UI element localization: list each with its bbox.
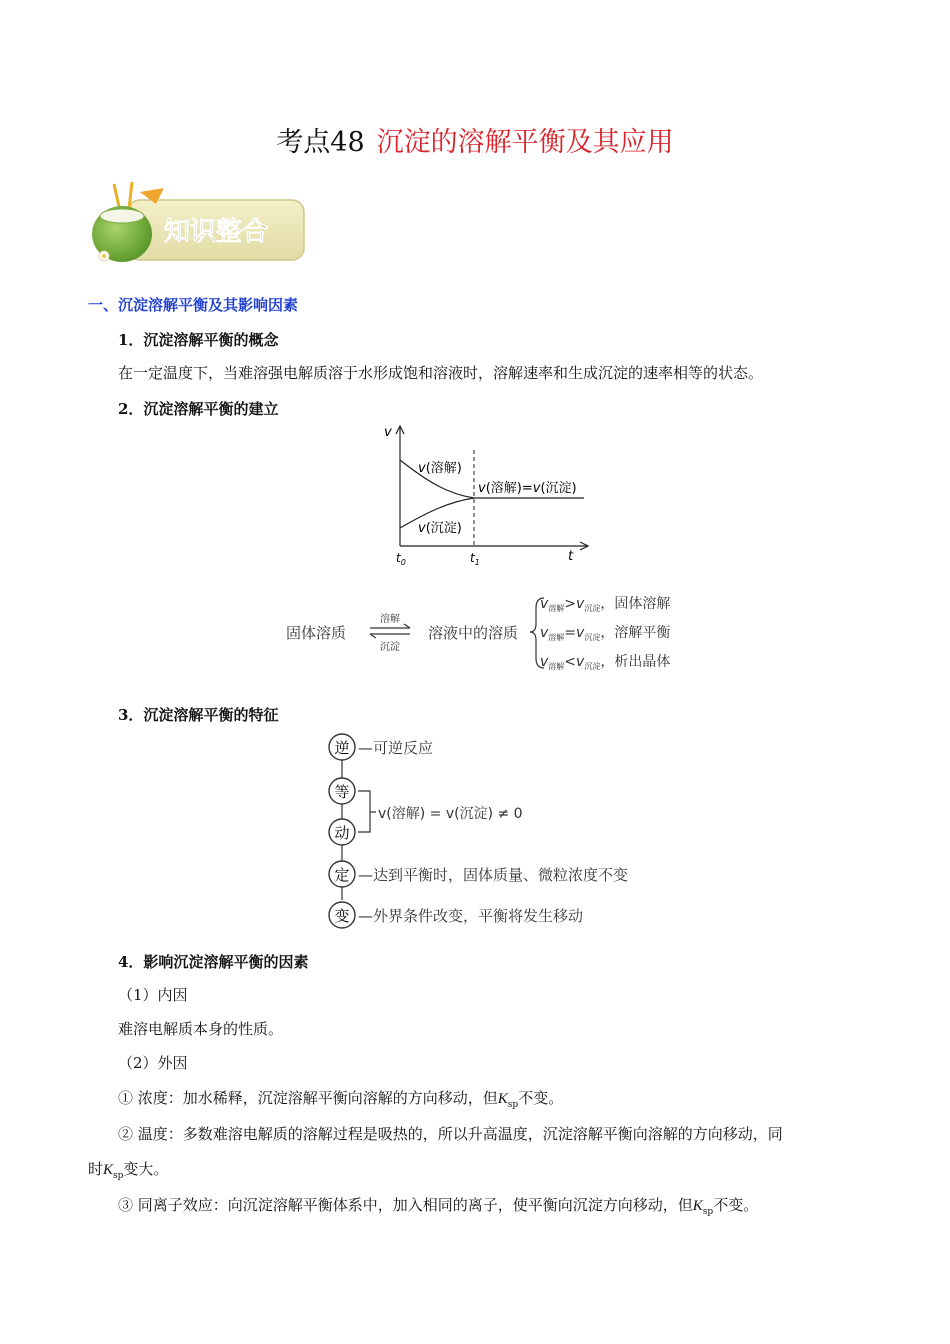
t1-label: $t_1$	[470, 551, 480, 567]
solution-solute-label: 溶液中的溶质	[428, 624, 519, 642]
subsection-2-title: 2．沉淀溶解平衡的建立	[118, 400, 279, 418]
arrow-top-label: 溶解	[380, 614, 400, 625]
feature-change	[329, 902, 583, 928]
title-prefix: 考点48	[276, 127, 365, 158]
section-heading: 一、沉淀溶解平衡及其影响因素	[88, 296, 299, 314]
svg-text:变: 变	[334, 907, 350, 925]
factor-temperature-cont: 时$K_{sp}$变大。	[88, 1160, 169, 1181]
subsection-4-title: 4．影响沉淀溶解平衡的因素	[118, 953, 309, 971]
factor-temperature: ② 温度：多数难溶电解质的溶解过程是吸热的，所以升高温度，沉淀溶解平衡向溶解的方向移动，同	[118, 1125, 783, 1143]
rate-time-graph	[378, 420, 600, 572]
svg-text:逆: 逆	[334, 739, 350, 757]
knowledge-badge	[88, 178, 306, 268]
outer-factor-label: （2）外因	[118, 1054, 188, 1072]
feature-reversible	[329, 734, 433, 760]
svg-text:—可逆反应: —可逆反应	[358, 739, 434, 757]
svg-text:—达到平衡时，固体质量、微粒浓度不变: —达到平衡时，固体质量、微粒浓度不变	[358, 866, 629, 884]
equal-dynamic-bracket	[358, 791, 370, 832]
equilibrium-scheme	[282, 588, 712, 676]
inner-factor-label: （1）内因	[118, 986, 188, 1004]
title-main: 沉淀的溶解平衡及其应用	[376, 127, 674, 158]
features-diagram	[322, 730, 662, 930]
case-crystallize: $v_{溶解}<v_{沉淀}$，析出晶体	[540, 654, 671, 671]
solid-solute-label: 固体溶质	[286, 624, 347, 642]
subsection-1-title: 1．沉淀溶解平衡的概念	[118, 331, 279, 349]
svg-text:定: 定	[334, 866, 350, 884]
badge-label: 知识整合	[163, 217, 269, 247]
y-axis-label: v	[384, 425, 392, 440]
inner-factor-text: 难溶电解质本身的性质。	[118, 1020, 284, 1038]
arrow-bottom-label: 沉淀	[380, 642, 400, 653]
feature-fixed	[329, 861, 628, 887]
feature-equal	[329, 778, 355, 804]
equal-rate-label: v(溶解)=v(沉淀)	[478, 481, 577, 496]
case-dissolve: $v_{溶解}>v_{沉淀}$，固体溶解	[540, 596, 671, 613]
equal-rate-condition: v(溶解) = v(沉淀) ≠ 0	[378, 806, 523, 822]
concept-text: 在一定温度下，当难溶强电解质溶于水形成饱和溶液时，溶解速率和生成沉淀的速率相等的状态。	[118, 364, 764, 382]
subsection-3-title: 3．沉淀溶解平衡的特征	[118, 706, 279, 724]
feature-dynamic	[329, 819, 355, 845]
page-title	[0, 120, 950, 159]
svg-text:—外界条件改变，平衡将发生移动: —外界条件改变，平衡将发生移动	[358, 907, 584, 925]
factor-concentration: ① 浓度：加水稀释，沉淀溶解平衡向溶解的方向移动，但$K_{sp}$不变。	[118, 1089, 564, 1110]
svg-text:等: 等	[334, 783, 350, 801]
t0-label: $t_0$	[396, 551, 406, 567]
x-axis-label: t	[568, 549, 574, 564]
svg-text:动: 动	[334, 824, 350, 842]
precip-curve-label: v(沉淀)	[418, 521, 462, 536]
factor-common-ion: ③ 同离子效应：向沉淀溶解平衡体系中，加入相同的离子，使平衡向沉淀方向移动，但$K_{sp}$不变。	[118, 1196, 759, 1217]
case-equilibrium: $v_{溶解}=v_{沉淀}$，溶解平衡	[540, 625, 671, 642]
dissolve-curve-label: v(溶解)	[418, 461, 462, 476]
